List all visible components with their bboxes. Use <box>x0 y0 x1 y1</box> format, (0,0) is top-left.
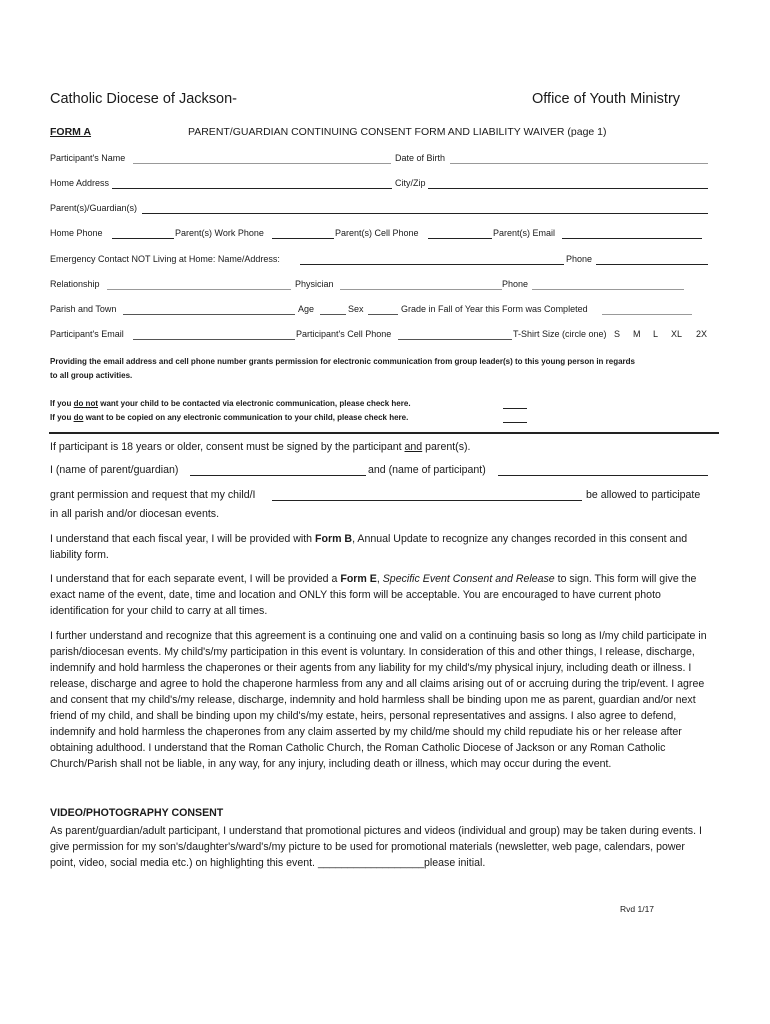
allowed-label: be allowed to participate <box>586 489 701 501</box>
physician-phone-field[interactable] <box>532 289 684 290</box>
communication-notice-line1: Providing the email address and cell phone number grants permission for electronic communication from group leader(s) to this young person in regards <box>50 357 635 366</box>
physician-label: Physician <box>295 279 334 289</box>
communication-notice-line2: to all group activities. <box>50 371 133 380</box>
dob-label: Date of Birth <box>395 153 446 163</box>
parents-guardians-label: Parent(s)/Guardian(s) <box>50 203 138 213</box>
events-label: in all parish and/or diocesan events. <box>50 508 220 520</box>
tshirt-size-xl[interactable]: XL <box>671 329 683 339</box>
form-title: PARENT/GUARDIAN CONTINUING CONSENT FORM AND LIABILITY WAIVER (page 1) <box>188 126 607 138</box>
cell-phone-label: Parent(s) Cell Phone <box>335 228 419 238</box>
tshirt-size-m[interactable]: M <box>633 329 641 339</box>
participant-email-label: Participant's Email <box>50 329 124 339</box>
tshirt-size-2x[interactable]: 2X <box>696 329 708 339</box>
participant-name-field[interactable] <box>133 163 391 164</box>
work-phone-field[interactable] <box>272 238 334 239</box>
participant-email-field[interactable] <box>133 339 295 340</box>
form-b-paragraph: I understand that each fiscal year, I will be provided with Form B, Annual Update to recognize any changes recorded in this consent and liability form. <box>50 533 688 561</box>
age-label: Age <box>298 304 315 314</box>
parents-guardians-field[interactable] <box>142 213 708 214</box>
participant-name2-field[interactable] <box>498 475 708 476</box>
revision-label: Rvd 1/17 <box>620 904 655 914</box>
initial-field[interactable]: __________________ <box>317 857 425 869</box>
sex-label: Sex <box>348 304 364 314</box>
parent-email-label: Parent(s) Email <box>493 228 556 238</box>
physician-field[interactable] <box>340 289 502 290</box>
form-e-paragraph: I understand that for each separate event, I will be provided a Form E, Specific Event Consent and Release to sign. This form will give the exact name of the event, date, time and location and ONLY this form will be acceptable. You are encouraged to have current photo identification for your child to carry at all times. <box>50 573 697 617</box>
dob-field[interactable] <box>450 163 708 164</box>
participant-cell-label: Participant's Cell Phone <box>296 329 392 339</box>
home-phone-field[interactable] <box>112 238 174 239</box>
cell-phone-field[interactable] <box>428 238 492 239</box>
physician-phone-label: Phone <box>502 279 529 289</box>
emergency-phone-field[interactable] <box>596 264 708 265</box>
age-consent-note: If participant is 18 years or older, consent must be signed by the participant and parent(s). <box>50 441 471 453</box>
participant-name-label: Participant's Name <box>50 153 126 163</box>
form-label: FORM A <box>50 126 92 138</box>
relationship-field[interactable] <box>107 289 291 290</box>
grade-label: Grade in Fall of Year this Form was Completed <box>401 304 588 314</box>
city-zip-label: City/Zip <box>395 178 426 188</box>
diocese-title: Catholic Diocese of Jackson- <box>50 91 237 107</box>
relationship-label: Relationship <box>50 279 100 289</box>
tshirt-size-s[interactable]: S <box>614 329 621 339</box>
tshirt-label: T-Shirt Size (circle one) <box>513 329 607 339</box>
parent-name-label: I (name of parent/guardian) <box>50 464 179 476</box>
office-title: Office of Youth Ministry <box>532 91 681 107</box>
grade-field[interactable] <box>602 314 692 315</box>
work-phone-label: Parent(s) Work Phone <box>175 228 264 238</box>
participant-cell-field[interactable] <box>398 339 512 340</box>
emergency-contact-label: Emergency Contact NOT Living at Home: Name/Address: <box>50 254 280 264</box>
opt-in-checkbox[interactable] <box>503 422 527 423</box>
emergency-contact-field[interactable] <box>300 264 564 265</box>
child-name-field[interactable] <box>272 500 582 501</box>
parent-email-field[interactable] <box>562 238 702 239</box>
tshirt-size-l[interactable]: L <box>653 329 659 339</box>
age-field[interactable] <box>320 314 346 315</box>
opt-in-text: If you do want to be copied on any electronic communication to your child, please check here. <box>50 413 409 422</box>
section-divider <box>49 432 719 434</box>
liability-paragraph: I further understand and recognize that this agreement is a continuing one and valid on a continuing basis so long as I/my child participate in parish/diocesan events. My child's/my participation in this event is voluntary. In consideration of this and other things, I release, discharge, indemnify and hold harmless the chaperones or their agents from any liability for my child's/my physical injury, including death or illness. I release, discharge and agree to hold the chaperone harmless from any and all claims arising out of or accruing during the trip/event. I agree and consent that my child's/my release, discharge, indemnity and hold harmless shall be binding upon me as parent, guardian and/or next friend of my child, and shall be binding upon my child's/my estate, heirs, personal representatives and assigns. I also agree to defend, indemnify and hold harmless the chaperones from any claim asserted by my child/me should my child repudiate his or her release after obtaining adulthood. I understand that the Roman Catholic Church, the Roman Catholic Diocese of Jackson or any Roman Catholic Church/Parish shall not be liable, in any way, for any injury, including death or illness, which may occur during the event. <box>50 630 707 770</box>
home-address-label: Home Address <box>50 178 110 188</box>
parish-town-label: Parish and Town <box>50 304 117 314</box>
sex-field[interactable] <box>368 314 398 315</box>
opt-out-checkbox[interactable] <box>503 408 527 409</box>
city-zip-field[interactable] <box>428 188 708 189</box>
grant-permission-label: grant permission and request that my child/I <box>50 489 256 501</box>
opt-out-text: If you do not want your child to be contacted via electronic communication, please check here. <box>50 399 411 408</box>
parent-name-field[interactable] <box>190 475 366 476</box>
participant-name2-label: and (name of participant) <box>368 464 486 476</box>
home-address-field[interactable] <box>112 188 392 189</box>
parish-town-field[interactable] <box>123 314 295 315</box>
emergency-phone-label: Phone <box>566 254 593 264</box>
video-consent-paragraph: As parent/guardian/adult participant, I understand that promotional pictures and videos (individual and group) may be taken during events. I give permission for my son's/daughter's/ward's/my picture to be used for promotional materials (newsletter, web page, calendars, power point, video, social media etc.) on highlighting this event. __________________please initial. <box>50 825 702 869</box>
home-phone-label: Home Phone <box>50 228 103 238</box>
video-consent-heading: VIDEO/PHOTOGRAPHY CONSENT <box>50 807 224 819</box>
